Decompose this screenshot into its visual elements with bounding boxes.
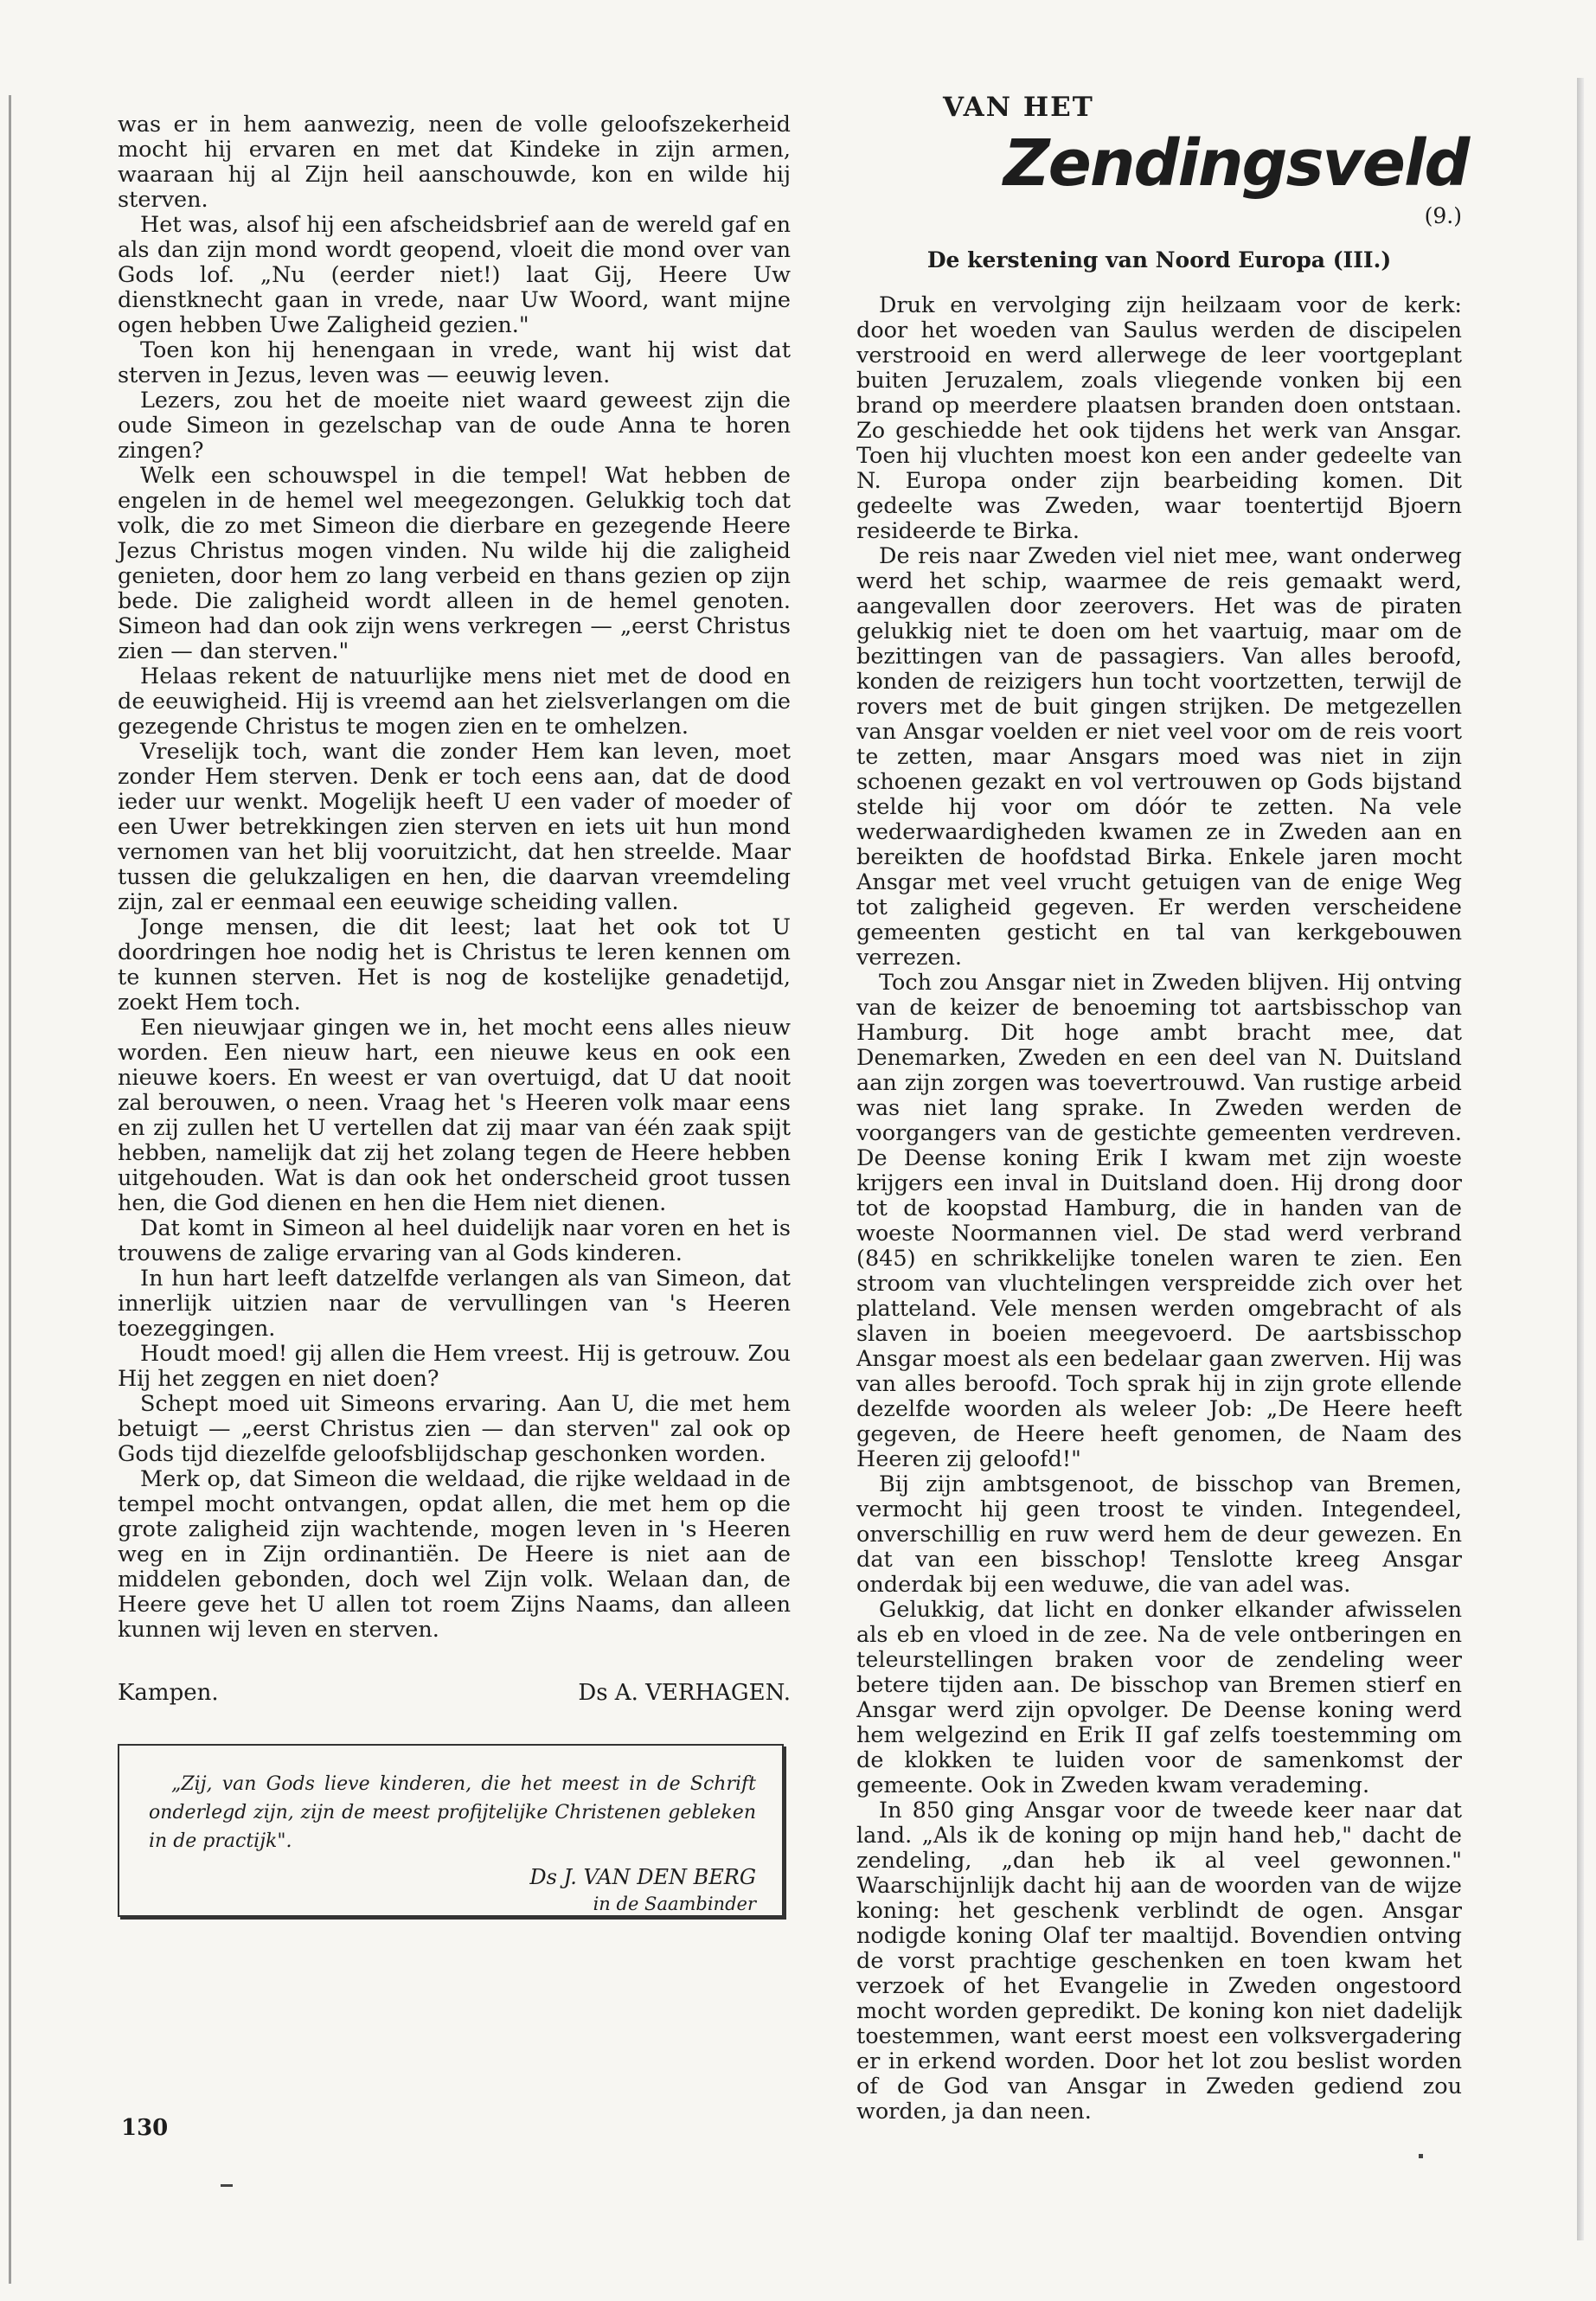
paragraph: Merk op, dat Simeon die weldaad, die rijke weldaad in de tempel mocht ontvangen, opdat allen, die met hem op die grote zaligheid zijn wachtende, mogen leven in 's Heeren weg en in Zijn ordinantiën. De Heere is niet aan de middelen gebonden, doch wel Zijn volk. Welaan dan, de Heere geve het U allen tot roem Zijns Naams, dan alleen kunnen wij leven en sterven. <box>118 1466 791 1643</box>
paragraph: In 850 ging Ansgar voor de tweede keer naar dat land. „Als ik de koning op mijn hand heb," dacht de zendeling, „dan heb ik al veel gewonnen." Waarschijnlijk dacht hij aan de woorden van de wijze koning: het geschenk verblindt de ogen. Ansgar nodigde koning Olaf ter maaltijd. Bovendien ontving de vorst prachtige geschenken en toen kwam het verzoek of het Evangelie in Zweden ongestoord mocht worden gepredikt. De koning kon niet dadelijk toestemmen, want eerst moest een volksvergadering er in erkend worden. Door het lot zou beslist worden of de God van Ansgar in Zweden gediend zou worden, ja dan neen. <box>856 1798 1462 2125</box>
print-speck <box>221 2184 233 2187</box>
paragraph: Bij zijn ambtsgenoot, de bisschop van Bremen, vermocht hij geen troost te vinden. Integendeel, onverschillig en ruw werd hem de deur gewezen. En dat van een bisschop! Tenslotte kreeg Ansgar onderdak bij een weduwe, die van adel was. <box>856 1471 1462 1598</box>
paragraph: Lezers, zou het de moeite niet waard geweest zijn die oude Simeon in gezelschap van de oude Anna te horen zingen? <box>118 388 791 464</box>
paragraph: De reis naar Zweden viel niet mee, want onderweg werd het schip, waarmee de reis gemaakt werd, aangevallen door zeerovers. Het was de piraten gelukkig niet te doen om het vaartuig, maar om de bezittingen van de passagiers. Van alles beroofd, konden de reizigers hun tocht voortzetten, terwijl de rovers met de buit gingen strijken. De metgezellen van Ansgar voelden er niet veel voor om de reis voort te zetten, maar Ansgars moed was niet in zijn schoenen gezakt en vol vertrouwen op Gods bijstand stelde hij voor om dóór te zetten. Na vele wederwaardigheden kwamen ze in Zweden aan en bereikten de hoofdstad Birka. Enkele jaren mocht Ansgar met veel vrucht getuigen van de enige Weg tot zaligheid gegeven. Er werden verscheidene gemeenten gesticht en tal van kerkgebouwen verrezen. <box>856 543 1462 971</box>
paragraph: Toen kon hij henengaan in vrede, want hij wist dat sterven in Jezus, leven was — eeuwig leven. <box>118 337 791 388</box>
paragraph: Toch zou Ansgar niet in Zweden blijven. Hij ontving van de keizer de benoeming tot aartsbisschop van Hamburg. Dit hoge ambt bracht mee, dat Denemarken, Zweden en een deel van N. Duitsland aan zijn zorgen was toevertrouwd. Van rustige arbeid was niet lang sprake. In Zweden werden de voorgangers van de gestichte gemeenten verdreven. De Deense koning Erik I kwam met zijn woeste krijgers een inval in Duitsland doen. Hij drong door tot de koopstad Hamburg, die in handen van de woeste Noormannen viel. De stad werd verbrand (845) en schrikkelijke tonelen waren te zien. Een stroom van vluchtelingen verspreidde zich over het platteland. Vele mensen werden omgebracht of als slaven in boeien meegevoerd. De aartsbisschop Ansgar moest als een bedelaar gaan zwerven. Hij was van alles beroofd. Toch sprak hij in zijn grote ellende dezelfde woorden als weleer Job: „De Heere heeft gegeven, de Heere heeft genomen, de Naam des Heeren zij geloofd!" <box>856 970 1462 1472</box>
article-subtitle: De kerstening van Noord Europa (III.) <box>926 247 1392 272</box>
section-header-title: Zendingsveld <box>1003 126 1469 201</box>
paragraph: In hun hart leeft datzelfde verlangen als van Simeon, dat innerlijk uitzien naar de vervullingen van 's Heeren toezeggingen. <box>118 1266 791 1342</box>
quote-source: in de Saambinder <box>593 1894 756 1914</box>
signature-place: Kampen. <box>118 1680 219 1706</box>
paragraph: Vreselijk toch, want die zonder Hem kan leven, moet zonder Hem sterven. Denk er toch eens aan, dat de dood ieder uur wenkt. Mogelijk heeft U een vader of moeder of een Uwer betrekkingen zien sterven en iets uit hun mond vernomen van het blij vooruitzicht, dat hen streelde. Maar tussen die gelukzaligen en hen, die daarvan vreemdeling zijn, zal er eenmaal een eeuwige scheiding vallen. <box>118 739 791 915</box>
paragraph: Helaas rekent de natuurlijke mens niet met de dood en de eeuwigheid. Hij is vreemd aan het zielsverlangen om die gezegende Christus te mogen zien en te omhelzen. <box>118 663 791 740</box>
quote-author: Ds J. VAN DEN BERG <box>529 1865 756 1889</box>
page-number: 130 <box>121 2115 169 2141</box>
print-speck <box>1419 2154 1423 2158</box>
right-column <box>856 92 1469 2125</box>
paragraph: Jonge mensen, die dit leest; laat het ook tot U doordringen hoe nodig het is Christus te leren kennen om te kunnen sterven. Het is nog de kostelijke genadetijd, zoekt Hem toch. <box>118 914 791 1016</box>
quote-text: „Zij, van Gods lieve kinderen, die het meest in de Schrift onderlegd zijn, zijn de meest profijtelijke Christenen gebleken in de practijk". <box>149 1773 756 1852</box>
paragraph: Houdt moed! gij allen die Hem vreest. Hij is getrouw. Zou Hij het zeggen en niet doen? <box>118 1341 791 1392</box>
quote-box <box>118 1744 784 1917</box>
paragraph: Schept moed uit Simeons ervaring. Aan U, die met hem betuigt — „eerst Christus zien — dan sterven" zal ook op Gods tijd diezelfde geloofsblijdschap geschonken worden. <box>118 1391 791 1467</box>
paragraph: Een nieuwjaar gingen we in, het mocht eens alles nieuw worden. Een nieuw hart, een nieuwe keus en ook een nieuwe koers. En weest er van overtuigd, dat U dat nooit zal berouwen, o neen. Vraag het 's Heeren volk maar eens en zij zullen het U vertellen dat zij maar van één zaak spijt hebben, namelijk dat zij het zolang tegen de Heere hebben uitgehouden. Wat is dan ook het onderscheid groot tussen hen, die God dienen en hen die Hem niet dienen. <box>118 1015 791 1216</box>
paragraph: Dat komt in Simeon al heel duidelijk naar voren en het is trouwens de zalige ervaring van al Gods kinderen. <box>118 1215 791 1266</box>
installment-number: (9.) <box>1424 203 1462 228</box>
page-edge-right <box>1577 78 1584 2240</box>
paragraph: was er in hem aanwezig, neen de volle geloofszekerheid mocht hij ervaren en met dat Kindeke in zijn armen, waaraan hij al Zijn heil aanschouwde, kon en wilde hij sterven. <box>118 112 791 213</box>
signature-author: Ds A. VERHAGEN. <box>578 1680 791 1706</box>
page-edge-left <box>9 95 11 2284</box>
paragraph: Het was, alsof hij een afscheidsbrief aan de wereld gaf en als dan zijn mond wordt geopend, vloeit die mond over van Gods lof. „Nu (eerder niet!) laat Gij, Heere Uw dienstknecht gaan in vrede, naar Uw Woord, want mijne ogen hebben Uwe Zaligheid gezien." <box>118 212 791 338</box>
paragraph: Druk en vervolging zijn heilzaam voor de kerk: door het woeden van Saulus werden de discipelen verstrooid en werd allerwege de leer voortgeplant buiten Jeruzalem, zoals vliegende vonken bij een brand op meerdere plaatsen branden doen ontstaan. Zo geschiedde het ook tijdens het werk van Ansgar. Toen hij vluchten moest kon een ander gedeelte van N. Europa onder zijn bearbeiding komen. Dit gedeelte was Zweden, waar toentertijd Bjoern resideerde te Birka. <box>856 292 1462 544</box>
signature-row <box>118 1681 791 1706</box>
section-header-small: VAN HET <box>943 92 1094 123</box>
left-column <box>118 112 791 1917</box>
paragraph: Welk een schouwspel in die tempel! Wat hebben de engelen in de hemel wel meegezongen. Gelukkig toch dat volk, die zo met Simeon die dierbare en gezegende Heere Jezus Christus mogen vinden. Nu wilde hij die zaligheid genieten, door hem zo lang verbeid en thans gezien op zijn bede. Die zaligheid wordt alleen in de hemel genoten. Simeon had dan ook zijn wens verkregen — „eerst Christus zien — dan sterven." <box>118 463 791 664</box>
paragraph: Gelukkig, dat licht en donker elkander afwisselen als eb en vloed in de zee. Na de vele ontberingen en teleurstellingen braken voor de zendeling weer betere tijden aan. De bisschop van Bremen stierf en Ansgar werd zijn opvolger. De Deense koning werd hem welgezind en Erik II gaf zelfs toestemming om de klokken te luiden voor de samenkomst der gemeente. Ook in Zweden kwam verademing. <box>856 1597 1462 1798</box>
